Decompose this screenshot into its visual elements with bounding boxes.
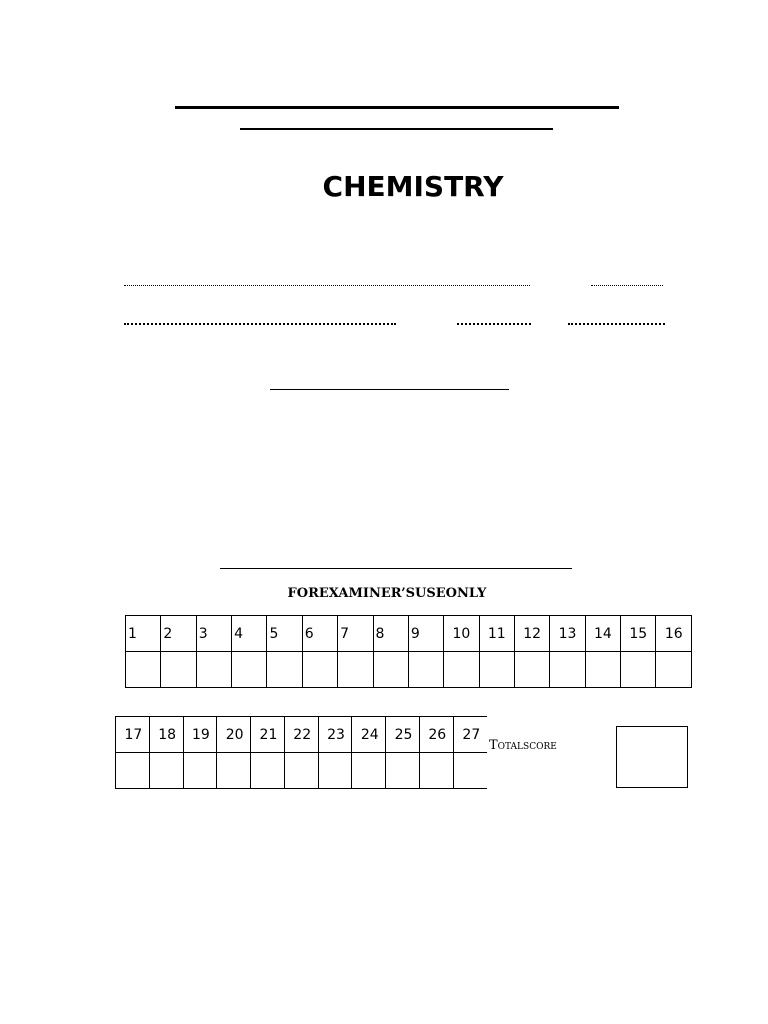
examiner-heading: FOREXAMINER’SUSEONLY [287,586,487,601]
question-number-cell: 9 [408,616,443,652]
question-number-cell: 5 [267,616,302,652]
question-number-cell: 2 [161,616,196,652]
question-number-cell: 27 [453,717,487,753]
score-entry-cell[interactable] [318,753,352,789]
question-number-cell: 6 [302,616,337,652]
score-entry-cell[interactable] [338,652,373,688]
score-entry-cell[interactable] [453,753,487,789]
score-entry-cell[interactable] [408,652,443,688]
score-entry-cell[interactable] [656,652,692,688]
score-entry-cell[interactable] [386,753,420,789]
score-entry-cell[interactable] [284,753,318,789]
date-field-line-1[interactable] [457,323,531,325]
question-number-cell: 8 [373,616,408,652]
score-entry-cell[interactable] [444,652,479,688]
question-number-cell: 3 [196,616,231,652]
score-table-questions-17-27 [115,716,487,789]
score-entry-cell[interactable] [550,652,585,688]
score-entry-cell[interactable] [621,652,656,688]
signature-field-line[interactable] [124,323,396,325]
score-entry-cell[interactable] [514,652,549,688]
score-entry-cell[interactable] [373,652,408,688]
score-entry-cell[interactable] [352,753,386,789]
question-number-cell: 7 [338,616,373,652]
subject-title: CHEMISTRY [322,170,504,203]
date-field-line-2[interactable] [568,323,665,325]
score-entry-cell[interactable] [161,652,196,688]
question-number-cell: 17 [116,717,150,753]
question-number-cell: 22 [284,717,318,753]
score-entry-cell[interactable] [302,652,337,688]
question-number-cell: 25 [386,717,420,753]
score-entry-cell[interactable] [232,652,267,688]
score-entry-cell[interactable] [149,753,183,789]
total-score-box[interactable] [616,726,688,788]
score-entry-cell[interactable] [419,753,453,789]
question-number-cell: 24 [352,717,386,753]
score-entry-cell[interactable] [217,753,251,789]
question-number-cell: 12 [514,616,549,652]
score-entry-cell[interactable] [196,652,231,688]
question-number-cell: 1 [126,616,161,652]
question-number-cell: 11 [479,616,514,652]
header-rule-top [175,106,619,109]
question-number-row [116,717,488,753]
examiner-section-rule [220,568,572,569]
header-rule-second [240,128,553,130]
question-number-cell: 23 [318,717,352,753]
question-number-cell: 20 [217,717,251,753]
question-number-cell: 16 [656,616,692,652]
question-number-cell: 18 [149,717,183,753]
question-number-cell: 10 [444,616,479,652]
score-table-questions-1-16 [125,615,692,688]
question-number-cell: 14 [585,616,620,652]
score-entry-cell[interactable] [183,753,217,789]
name-field-line[interactable] [124,285,530,286]
question-number-cell: 4 [232,616,267,652]
question-number-row [126,616,692,652]
score-entry-row [116,753,488,789]
index-field-line[interactable] [591,285,663,286]
score-entry-cell[interactable] [585,652,620,688]
question-number-cell: 19 [183,717,217,753]
score-entry-cell[interactable] [479,652,514,688]
question-number-cell: 21 [251,717,285,753]
score-entry-row [126,652,692,688]
total-score-label: Totalscore [489,738,557,753]
middle-rule [270,389,509,390]
score-entry-cell[interactable] [267,652,302,688]
question-number-cell: 13 [550,616,585,652]
question-number-cell: 15 [621,616,656,652]
question-number-cell: 26 [419,717,453,753]
score-entry-cell[interactable] [251,753,285,789]
score-entry-cell[interactable] [116,753,150,789]
score-entry-cell[interactable] [126,652,161,688]
